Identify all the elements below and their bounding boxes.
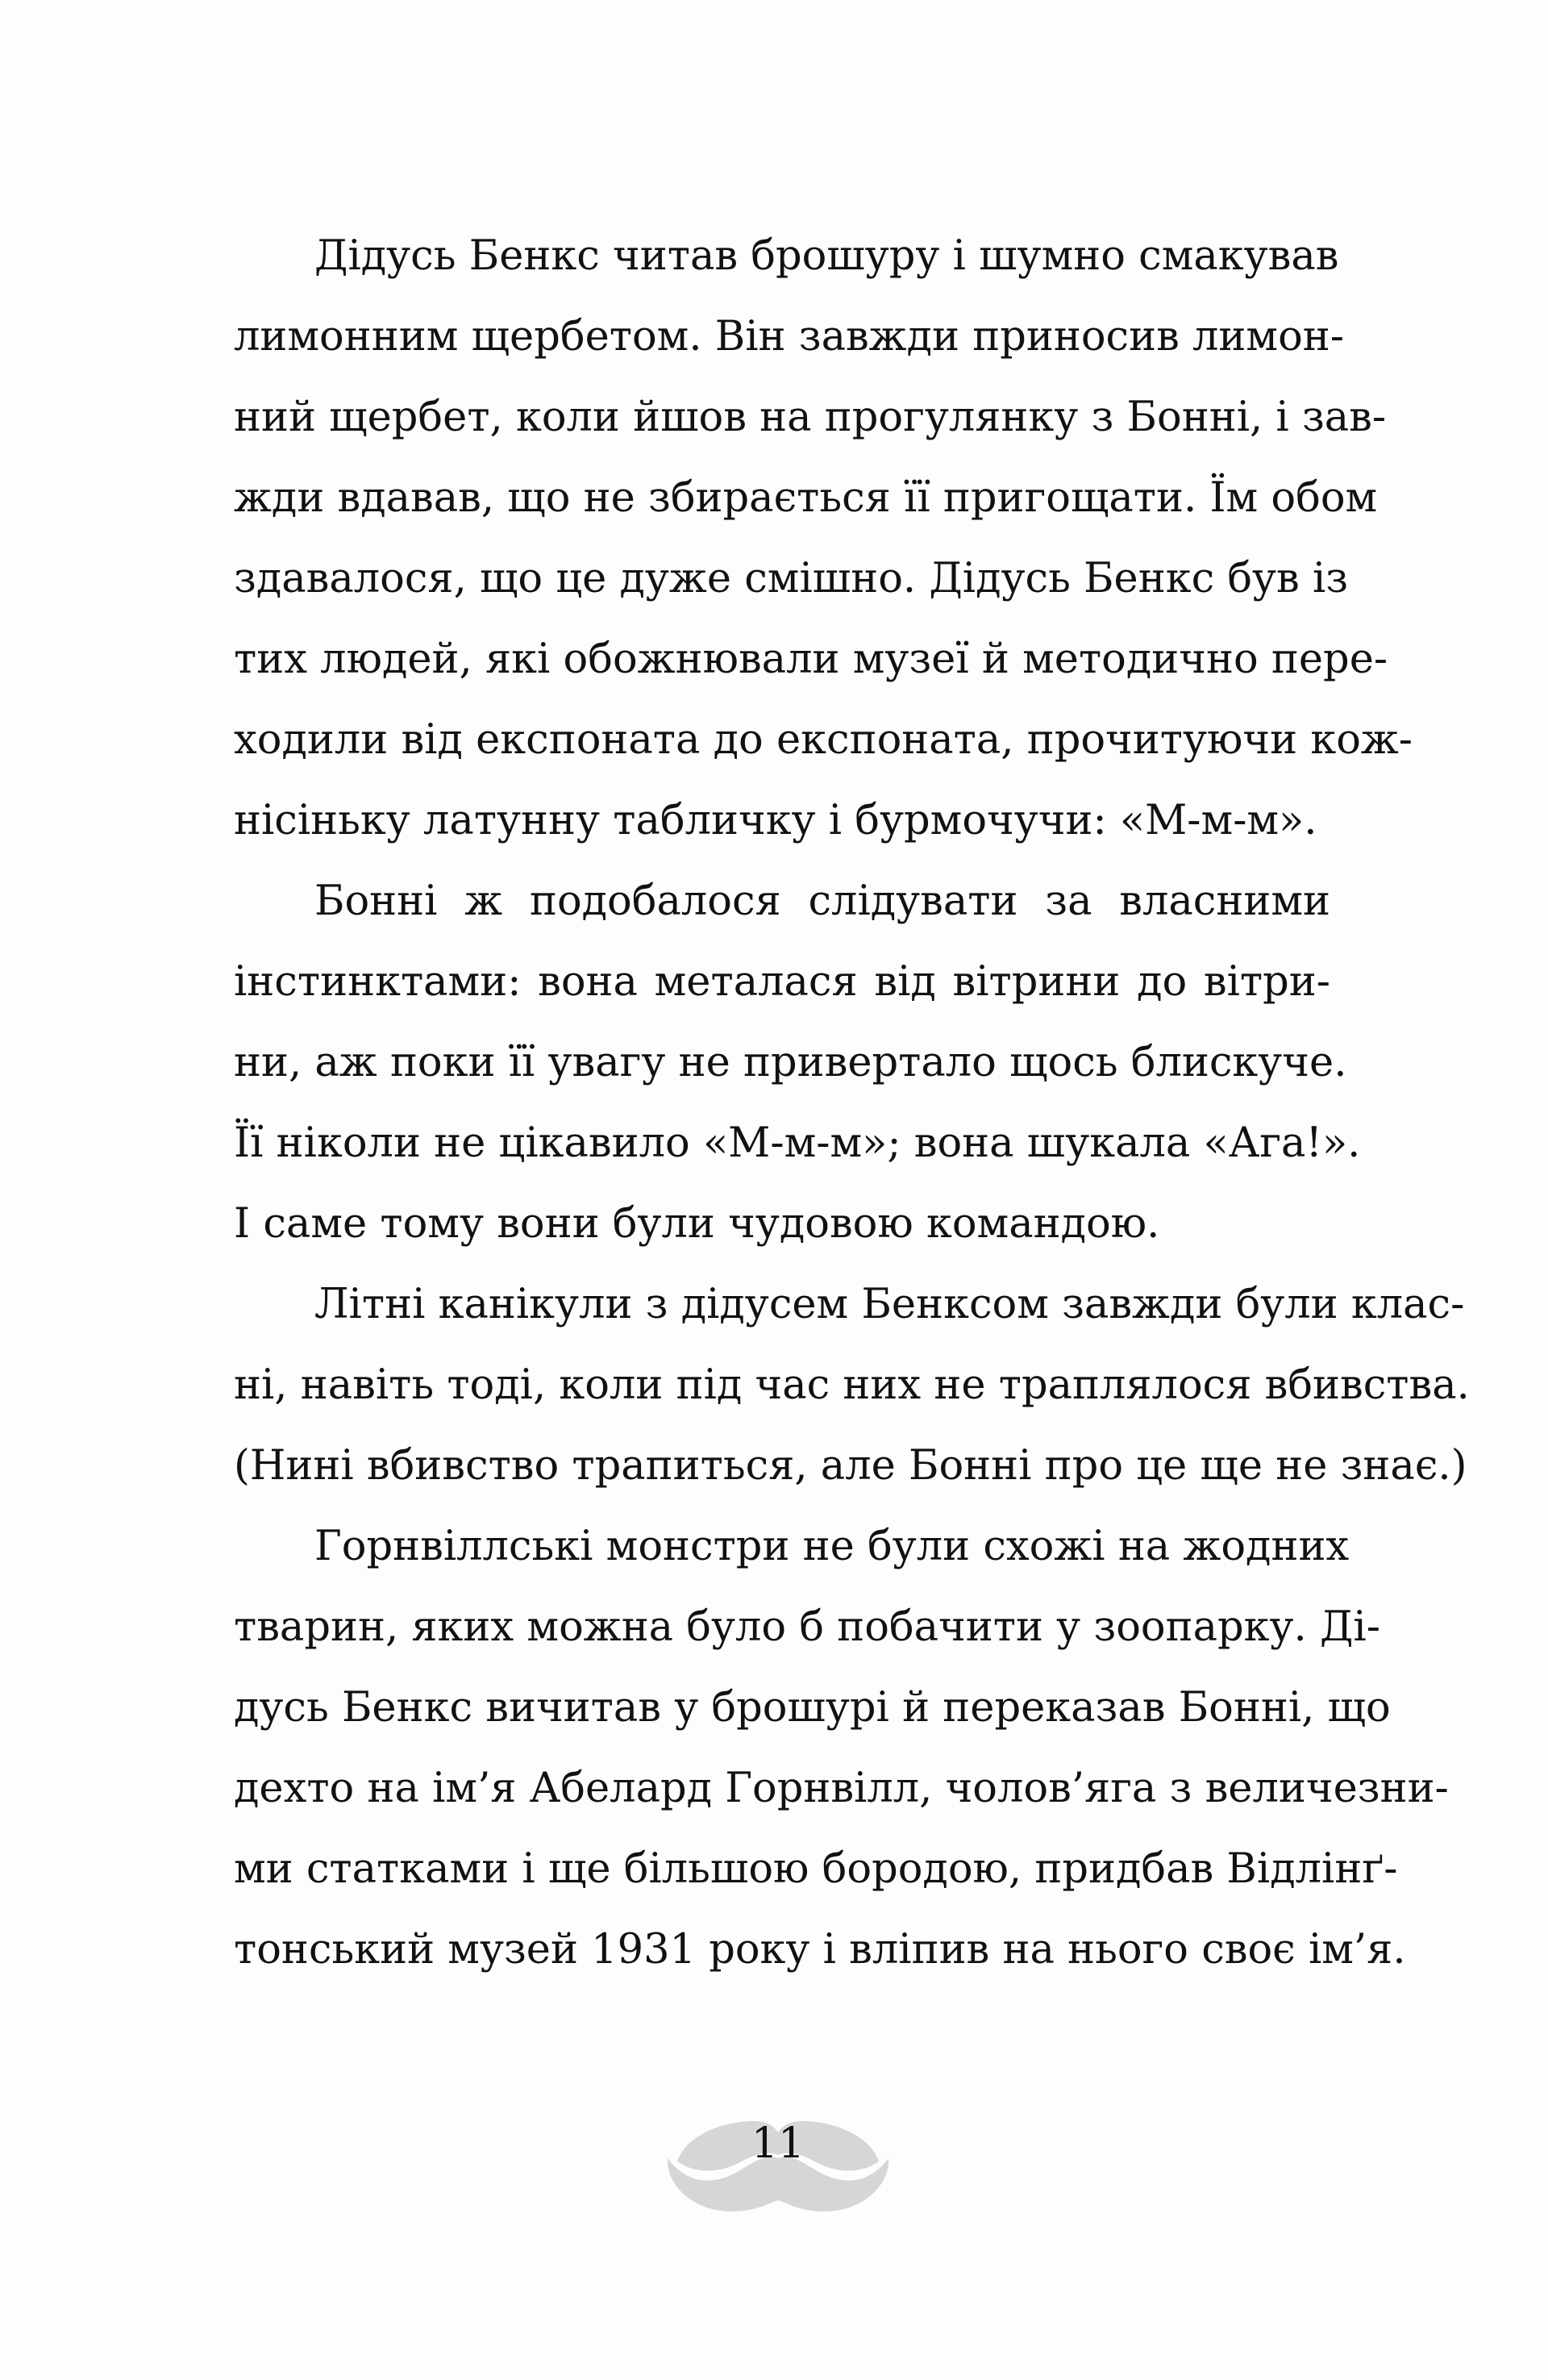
page-number: 11 bbox=[751, 2119, 805, 2168]
text-line: здавалося, що це дуже смішно. Дідусь Бенкс був із bbox=[234, 555, 1349, 602]
paragraph bbox=[234, 1507, 1449, 1990]
text-line: лимонним щербетом. Він завжди приносив лимон- bbox=[234, 313, 1344, 361]
text-line: тварин, яких можна було б побачити у зоопарку. Ді- bbox=[234, 1603, 1380, 1651]
paragraph bbox=[234, 1265, 1470, 1507]
text-line: ходили від експоната до експоната, прочитуючи кож- bbox=[234, 716, 1413, 764]
text-line: Горнвіллські монстри не були схожі на жодних bbox=[314, 1523, 1350, 1570]
text-line: дусь Бенкс вичитав у брошурі й переказав Бонні, що bbox=[234, 1684, 1391, 1732]
text-line: дехто на ім’я Абелард Горнвілл, чолов’яга з величезни- bbox=[234, 1765, 1449, 1812]
body-text bbox=[234, 216, 1470, 1990]
text-line: І саме тому вони були чудовою командою. bbox=[234, 1200, 1160, 1248]
text-line: ні, навіть тоді, коли під час них не траплялося вбивства. bbox=[234, 1361, 1470, 1409]
text-line: (Нині вбивство трапиться, але Бонні про це ще не знає.) bbox=[234, 1442, 1467, 1490]
paragraph bbox=[234, 861, 1361, 1265]
text-line: жди вдавав, що не збирається її пригощати. Їм обом bbox=[234, 474, 1378, 522]
page-number-badge bbox=[661, 2105, 895, 2218]
text-line: тих людей, які обожнювали музеї й методично пере- bbox=[234, 636, 1388, 683]
paragraph bbox=[234, 216, 1413, 861]
text-line: Її ніколи не цікавило «М-м-м»; вона шукала «Ага!». bbox=[234, 1119, 1361, 1167]
text-line: Літні канікули з дідусем Бенксом завжди були клас- bbox=[314, 1281, 1465, 1328]
text-line: ми статками і ще більшою бородою, придбав Відлінґ- bbox=[234, 1845, 1398, 1893]
text-line: Бонні ж подобалося слідувати за власними bbox=[314, 877, 1330, 925]
text-line: Дідусь Бенкс читав брошуру і шумно смакував bbox=[314, 232, 1339, 280]
text-line: ни, аж поки її увагу не привертало щось блискуче. bbox=[234, 1039, 1347, 1086]
text-line: ний щербет, коли йшов на прогулянку з Бонні, і зав- bbox=[234, 394, 1387, 441]
text-line: нісіньку латунну табличку і бурмочучи: «М-м-м». bbox=[234, 797, 1317, 844]
text-line: тонський музей 1931 року і вліпив на нього своє ім’я. bbox=[234, 1926, 1406, 1974]
text-line: інстинктами: вона металася від вітрини до вітри- bbox=[234, 958, 1330, 1006]
